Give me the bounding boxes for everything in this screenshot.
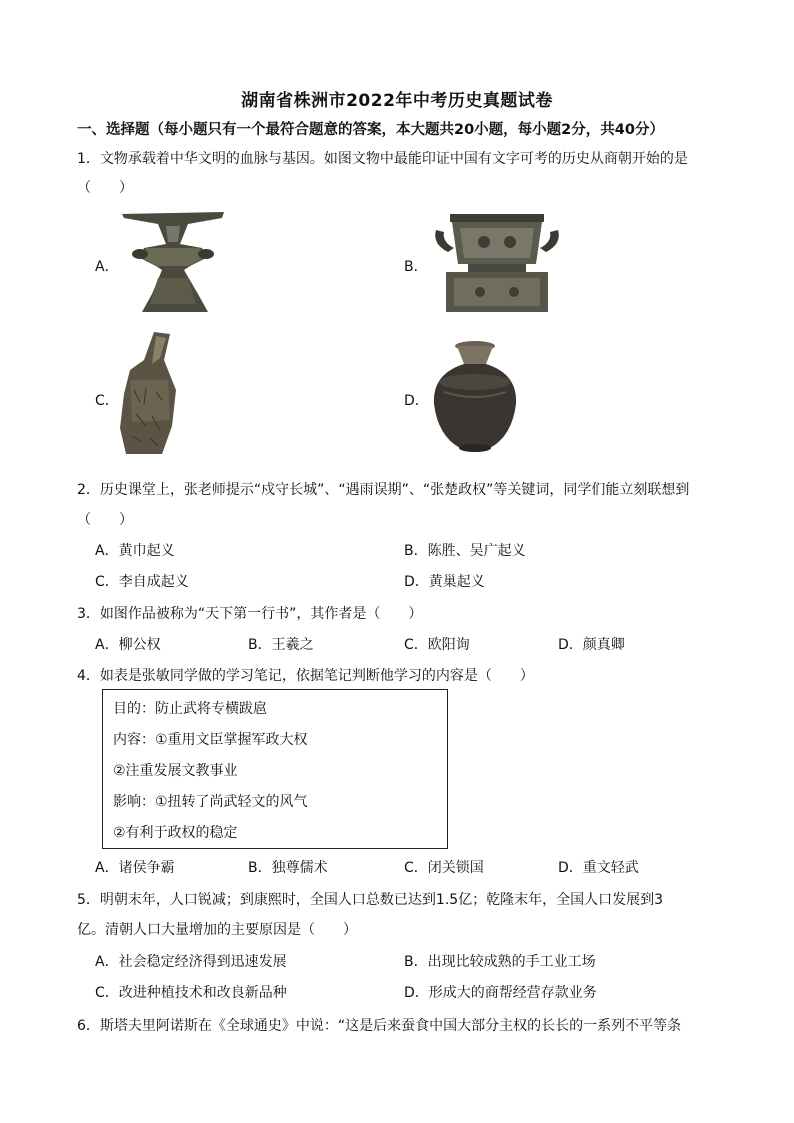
q5-option-d[interactable]: D．形成大的商帮经营存款业务 <box>404 985 597 1001</box>
notes-line: 影响：①扭转了尚武轻文的风气 <box>113 794 308 810</box>
q2-option-a[interactable]: A．黄巾起义 <box>95 543 175 559</box>
q1-option-a-label[interactable]: A． <box>95 259 119 275</box>
q5-stem-line2: 亿。清朝人口大量增加的主要原因是（ ） <box>77 922 357 938</box>
q3-option-b[interactable]: B．王羲之 <box>248 637 314 653</box>
paper-title: 湖南省株洲市2022年中考历史真题试卷 <box>241 91 553 111</box>
painted-pottery-jar-icon <box>430 340 520 454</box>
q3-option-a[interactable]: A．柳公权 <box>95 637 161 653</box>
q6-stem: 6．斯塔夫里阿诺斯在《全球通史》中说：“这是后来蚕食中国大部分主权的长长的一系列不平等条 <box>77 1018 682 1034</box>
q3-option-c[interactable]: C．欧阳询 <box>404 637 470 653</box>
study-notes-box <box>102 689 448 849</box>
q1-option-d-label[interactable]: D． <box>404 393 429 409</box>
q4-option-c[interactable]: C．闭关锁国 <box>404 860 484 876</box>
q5-option-a[interactable]: A．社会稳定经济得到迅速发展 <box>95 954 287 970</box>
q5-option-c[interactable]: C．改进种植技术和改良新品种 <box>95 985 287 1001</box>
q2-option-c[interactable]: C．李自成起义 <box>95 574 189 590</box>
q1-stem: 1．文物承载着中华文明的血脉与基因。如图文物中最能印证中国有文字可考的历史从商朝开始的是 <box>77 151 688 167</box>
q4-option-d[interactable]: D．重文轻武 <box>558 860 639 876</box>
q2-option-d[interactable]: D．黄巢起义 <box>404 574 485 590</box>
q4-stem: 4．如表是张敏同学做的学习笔记，依据笔记判断他学习的内容是（ ） <box>77 668 534 684</box>
q2-option-b[interactable]: B．陈胜、吴广起义 <box>404 543 526 559</box>
q2-paren: （ ） <box>77 512 133 528</box>
q2-stem: 2．历史课堂上，张老师提示“戍守长城”、“遇雨误期”、“张楚政权”等关键词，同学们能立刻联想到 <box>77 482 690 498</box>
notes-line: 内容：①重用文臣掌握军政大权 <box>113 732 308 748</box>
q4-option-a[interactable]: A．诸侯争霸 <box>95 860 175 876</box>
q1-paren: （ ） <box>77 180 133 196</box>
q3-option-d[interactable]: D．颜真卿 <box>558 637 625 653</box>
section-heading: 一、选择题（每小题只有一个最符合题意的答案，本大题共20小题，每小题2分，共40分） <box>77 122 664 138</box>
q1-option-b-label[interactable]: B． <box>404 259 428 275</box>
q5-stem-line1: 5．明朝末年，人口锐减；到康熙时，全国人口总数已达到1.5亿；乾隆末年，全国人口发展到3 <box>77 892 664 908</box>
q4-option-b[interactable]: B．独尊儒术 <box>248 860 328 876</box>
notes-line: ②注重发展文教事业 <box>113 763 238 779</box>
bronze-gui-vessel-icon <box>430 208 564 316</box>
notes-line: 目的：防止武将专横跋扈 <box>113 701 267 717</box>
q1-option-c-label[interactable]: C． <box>95 393 119 409</box>
notes-line: ②有利于政权的稳定 <box>113 825 238 841</box>
q3-stem: 3．如图作品被称为“天下第一行书”，其作者是（ ） <box>77 606 423 622</box>
q5-option-b[interactable]: B．出现比较成熟的手工业工场 <box>404 954 596 970</box>
bronze-zun-vessel-icon <box>118 208 228 316</box>
oracle-bone-icon <box>118 330 178 456</box>
